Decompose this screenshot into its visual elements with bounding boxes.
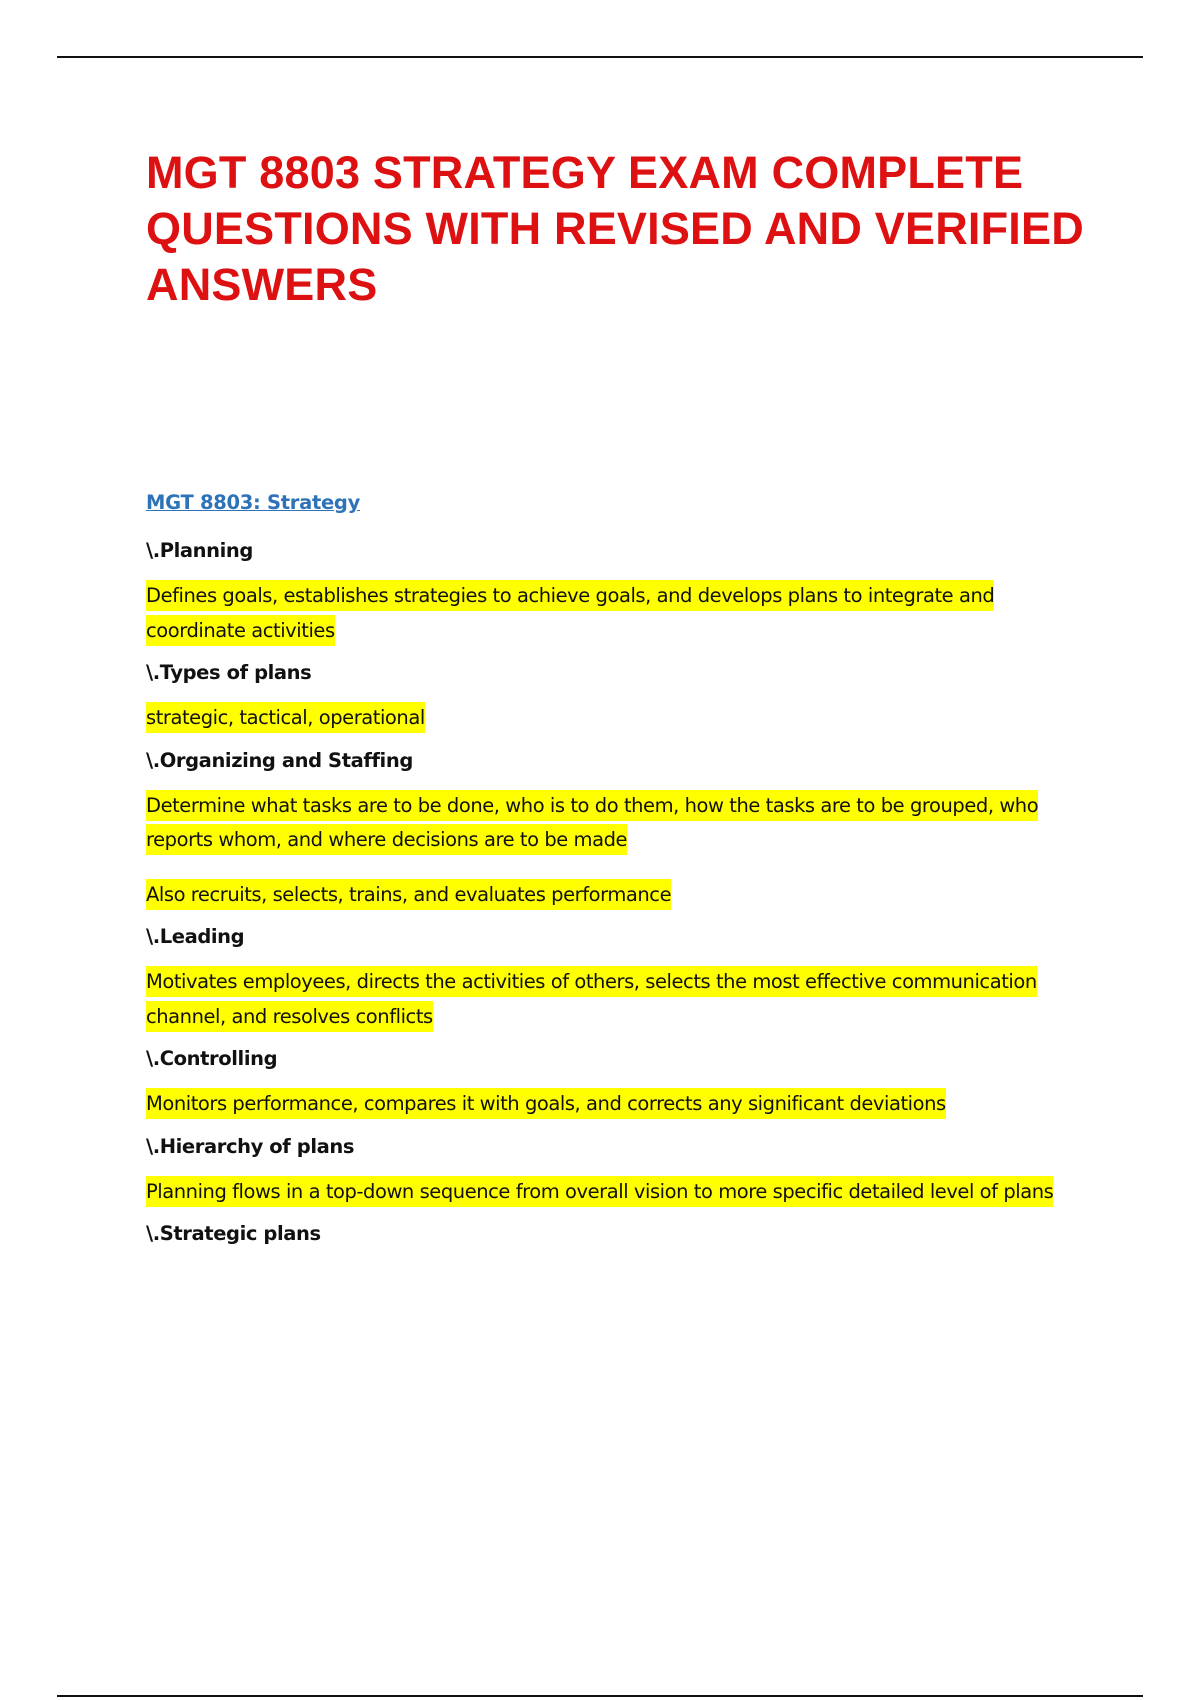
course-link[interactable]: MGT 8803: Strategy xyxy=(146,491,360,514)
question-strategic-plans: \.Strategic plans xyxy=(146,1222,321,1245)
qa-item xyxy=(146,1135,1096,1210)
qa-item xyxy=(146,749,1096,913)
answer-planning xyxy=(146,579,1096,648)
qa-item xyxy=(146,661,1096,736)
highlighted-answer-text: Planning flows in a top-down sequence from overall vision to more specific detailed level of plans xyxy=(146,1176,1053,1207)
question-organizing-and-staffing: \.Organizing and Staffing xyxy=(146,748,413,772)
answer-types-of-plans xyxy=(146,701,1096,736)
qa-item xyxy=(146,1047,1096,1122)
highlighted-answer-text: Determine what tasks are to be done, who is to do them, how the tasks are to be grouped, who reports whom, and where decisions are to be made xyxy=(146,790,1038,856)
highlighted-answer-text: Monitors performance, compares it with goals, and corrects any significant deviations xyxy=(146,1088,946,1119)
highlighted-answer-text: Also recruits, selects, trains, and evaluates performance xyxy=(146,879,671,910)
highlighted-answer-text: Motivates employees, directs the activities of others, selects the most effective communication channel, and resolves conflicts xyxy=(146,966,1037,1032)
question-controlling: \.Controlling xyxy=(146,1047,278,1070)
question-planning: \.Planning xyxy=(146,539,253,562)
highlighted-answer-text: strategic, tactical, operational xyxy=(146,702,425,733)
qa-item xyxy=(146,1222,1096,1246)
highlighted-answer-text: Defines goals, establishes strategies to achieve goals, and develops plans to integrate and coordinate activities xyxy=(146,580,994,646)
answer-leading xyxy=(146,965,1096,1034)
document-title: MGT 8803 STRATEGY EXAM COMPLETE QUESTIONS WITH REVISED AND VERIFIED ANSWERS xyxy=(146,147,1084,310)
question-hierarchy-of-plans: \.Hierarchy of plans xyxy=(146,1134,355,1158)
document-body xyxy=(146,145,1096,1268)
answer-organizing-and-staffing-extra xyxy=(146,878,1096,913)
bottom-rule xyxy=(57,1695,1143,1697)
question-types-of-plans: \.Types of plans xyxy=(146,661,312,684)
answer-hierarchy-of-plans xyxy=(146,1175,1096,1210)
answer-controlling xyxy=(146,1087,1096,1122)
answer-organizing-and-staffing xyxy=(146,789,1096,858)
top-rule xyxy=(57,56,1143,58)
qa-item xyxy=(146,925,1096,1034)
qa-list xyxy=(146,539,1096,1246)
question-leading: \.Leading xyxy=(146,925,245,948)
qa-item xyxy=(146,539,1096,648)
